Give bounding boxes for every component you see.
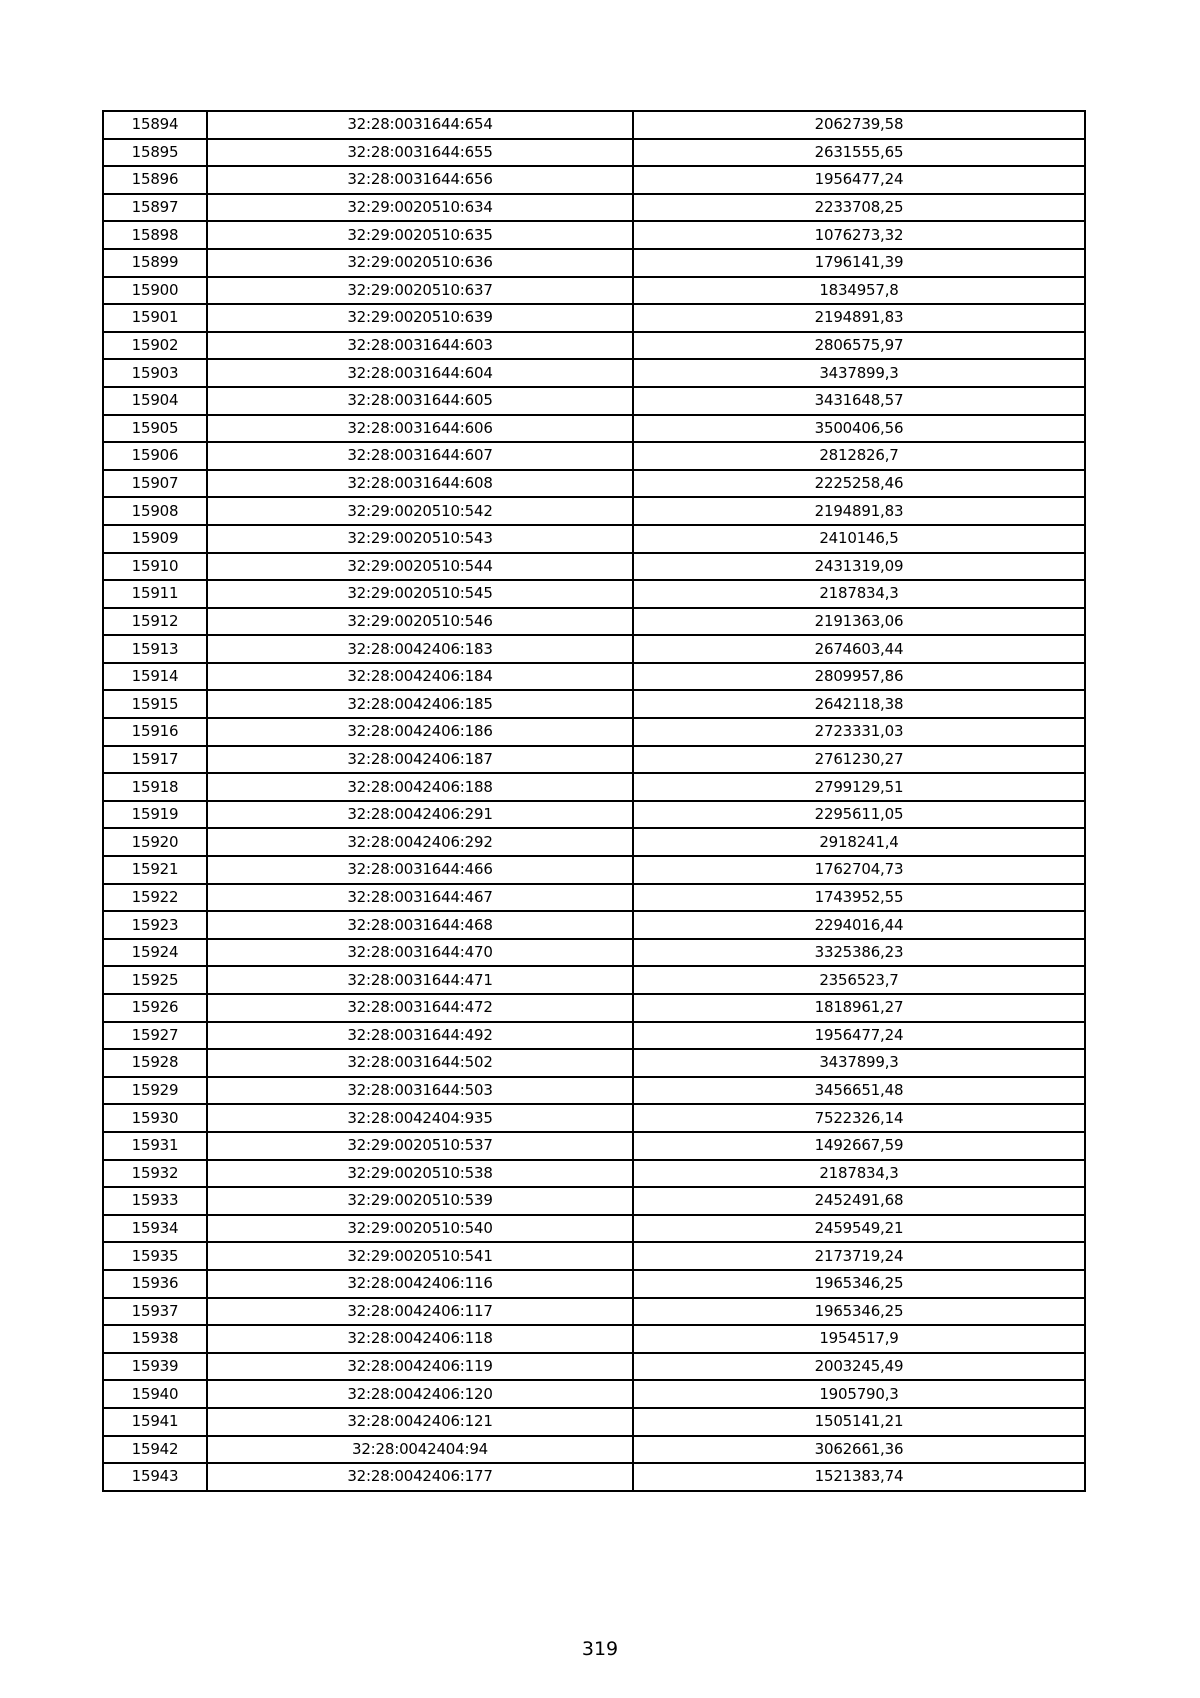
value-cell: 1505141,21	[633, 1408, 1085, 1436]
row-number-cell: 15923	[103, 911, 207, 939]
row-number-cell: 15902	[103, 332, 207, 360]
cadastral-number-cell: 32:28:0031644:608	[207, 470, 633, 498]
table-row	[103, 387, 1085, 415]
row-number-cell: 15918	[103, 773, 207, 801]
value-cell: 1954517,9	[633, 1325, 1085, 1353]
row-number-cell: 15913	[103, 635, 207, 663]
row-number-cell: 15935	[103, 1242, 207, 1270]
value-cell: 3431648,57	[633, 387, 1085, 415]
value-cell: 2356523,7	[633, 966, 1085, 994]
row-number-cell: 15938	[103, 1325, 207, 1353]
row-number-cell: 15941	[103, 1408, 207, 1436]
cadastral-number-cell: 32:28:0042406:119	[207, 1353, 633, 1381]
cadastral-number-cell: 32:28:0042406:116	[207, 1270, 633, 1298]
table-row	[103, 663, 1085, 691]
cadastral-number-cell: 32:28:0031644:468	[207, 911, 633, 939]
value-cell: 2003245,49	[633, 1353, 1085, 1381]
cadastral-number-cell: 32:28:0042406:121	[207, 1408, 633, 1436]
cadastral-number-cell: 32:28:0031644:605	[207, 387, 633, 415]
table-row	[103, 1077, 1085, 1105]
value-cell: 2062739,58	[633, 111, 1085, 139]
value-cell: 2918241,4	[633, 828, 1085, 856]
value-cell: 2452491,68	[633, 1187, 1085, 1215]
cadastral-number-cell: 32:29:0020510:543	[207, 525, 633, 553]
cadastral-number-cell: 32:29:0020510:538	[207, 1160, 633, 1188]
value-cell: 2723331,03	[633, 718, 1085, 746]
table-row	[103, 166, 1085, 194]
table-row	[103, 635, 1085, 663]
table-row	[103, 1215, 1085, 1243]
value-cell: 1956477,24	[633, 166, 1085, 194]
value-cell: 3325386,23	[633, 939, 1085, 967]
table-row	[103, 994, 1085, 1022]
row-number-cell: 15909	[103, 525, 207, 553]
cadastral-number-cell: 32:28:0031644:492	[207, 1022, 633, 1050]
table-body	[103, 111, 1085, 1491]
table-row	[103, 277, 1085, 305]
row-number-cell: 15916	[103, 718, 207, 746]
row-number-cell: 15904	[103, 387, 207, 415]
cadastral-number-cell: 32:28:0042406:187	[207, 746, 633, 774]
cadastral-number-cell: 32:28:0031644:470	[207, 939, 633, 967]
value-cell: 1521383,74	[633, 1463, 1085, 1491]
row-number-cell: 15908	[103, 497, 207, 525]
row-number-cell: 15943	[103, 1463, 207, 1491]
value-cell: 1762704,73	[633, 856, 1085, 884]
cadastral-number-cell: 32:28:0031644:656	[207, 166, 633, 194]
cadastral-number-cell: 32:29:0020510:639	[207, 304, 633, 332]
table-row	[103, 1463, 1085, 1491]
row-number-cell: 15914	[103, 663, 207, 691]
cadastral-number-cell: 32:28:0042406:183	[207, 635, 633, 663]
cadastral-number-cell: 32:29:0020510:541	[207, 1242, 633, 1270]
value-cell: 1834957,8	[633, 277, 1085, 305]
table-row	[103, 773, 1085, 801]
table-row	[103, 525, 1085, 553]
table-row	[103, 718, 1085, 746]
cadastral-number-cell: 32:28:0031644:466	[207, 856, 633, 884]
table-row	[103, 194, 1085, 222]
table-row	[103, 1242, 1085, 1270]
table-row	[103, 801, 1085, 829]
value-cell: 2194891,83	[633, 304, 1085, 332]
row-number-cell: 15894	[103, 111, 207, 139]
row-number-cell: 15896	[103, 166, 207, 194]
cadastral-number-cell: 32:28:0031644:604	[207, 359, 633, 387]
table-row	[103, 1270, 1085, 1298]
table-row	[103, 1049, 1085, 1077]
row-number-cell: 15930	[103, 1104, 207, 1132]
table-row	[103, 884, 1085, 912]
cadastral-number-cell: 32:28:0031644:467	[207, 884, 633, 912]
table-row	[103, 690, 1085, 718]
table-row	[103, 1022, 1085, 1050]
cadastral-number-cell: 32:28:0042406:177	[207, 1463, 633, 1491]
row-number-cell: 15901	[103, 304, 207, 332]
value-cell: 2410146,5	[633, 525, 1085, 553]
data-table	[102, 110, 1086, 1492]
value-cell: 1492667,59	[633, 1132, 1085, 1160]
value-cell: 1076273,32	[633, 221, 1085, 249]
cadastral-number-cell: 32:28:0031644:471	[207, 966, 633, 994]
value-cell: 3437899,3	[633, 1049, 1085, 1077]
cadastral-number-cell: 32:29:0020510:546	[207, 608, 633, 636]
table-row	[103, 1160, 1085, 1188]
cadastral-number-cell: 32:29:0020510:637	[207, 277, 633, 305]
row-number-cell: 15899	[103, 249, 207, 277]
value-cell: 1905790,3	[633, 1380, 1085, 1408]
row-number-cell: 15900	[103, 277, 207, 305]
cadastral-number-cell: 32:28:0031644:607	[207, 442, 633, 470]
cadastral-number-cell: 32:28:0031644:655	[207, 139, 633, 167]
cadastral-number-cell: 32:29:0020510:542	[207, 497, 633, 525]
cadastral-number-cell: 32:28:0042404:935	[207, 1104, 633, 1132]
cadastral-number-cell: 32:29:0020510:634	[207, 194, 633, 222]
value-cell: 2187834,3	[633, 580, 1085, 608]
table-row	[103, 1104, 1085, 1132]
cadastral-number-cell: 32:28:0031644:606	[207, 415, 633, 443]
table-row	[103, 470, 1085, 498]
table-row	[103, 1353, 1085, 1381]
table-row	[103, 1436, 1085, 1464]
row-number-cell: 15919	[103, 801, 207, 829]
cadastral-number-cell: 32:28:0042406:118	[207, 1325, 633, 1353]
cadastral-number-cell: 32:29:0020510:537	[207, 1132, 633, 1160]
value-cell: 2631555,65	[633, 139, 1085, 167]
row-number-cell: 15926	[103, 994, 207, 1022]
row-number-cell: 15932	[103, 1160, 207, 1188]
row-number-cell: 15936	[103, 1270, 207, 1298]
row-number-cell: 15897	[103, 194, 207, 222]
value-cell: 2799129,51	[633, 773, 1085, 801]
value-cell: 2225258,46	[633, 470, 1085, 498]
value-cell: 3437899,3	[633, 359, 1085, 387]
table-row	[103, 221, 1085, 249]
cadastral-number-cell: 32:29:0020510:636	[207, 249, 633, 277]
cadastral-number-cell: 32:29:0020510:545	[207, 580, 633, 608]
value-cell: 2674603,44	[633, 635, 1085, 663]
value-cell: 2431319,09	[633, 553, 1085, 581]
table-row	[103, 939, 1085, 967]
cadastral-number-cell: 32:29:0020510:635	[207, 221, 633, 249]
cadastral-number-cell: 32:28:0042406:291	[207, 801, 633, 829]
page-number: 319	[581, 1638, 619, 1660]
value-cell: 2194891,83	[633, 497, 1085, 525]
value-cell: 2191363,06	[633, 608, 1085, 636]
cadastral-number-cell: 32:28:0031644:472	[207, 994, 633, 1022]
table-row	[103, 1408, 1085, 1436]
cadastral-number-cell: 32:28:0031644:503	[207, 1077, 633, 1105]
cadastral-number-cell: 32:28:0042406:188	[207, 773, 633, 801]
value-cell: 2233708,25	[633, 194, 1085, 222]
table-row	[103, 608, 1085, 636]
cadastral-number-cell: 32:28:0042406:120	[207, 1380, 633, 1408]
row-number-cell: 15898	[103, 221, 207, 249]
value-cell: 2295611,05	[633, 801, 1085, 829]
cadastral-number-cell: 32:28:0042406:185	[207, 690, 633, 718]
value-cell: 2809957,86	[633, 663, 1085, 691]
value-cell: 1796141,39	[633, 249, 1085, 277]
value-cell: 1965346,25	[633, 1298, 1085, 1326]
value-cell: 3062661,36	[633, 1436, 1085, 1464]
row-number-cell: 15920	[103, 828, 207, 856]
table-row	[103, 856, 1085, 884]
row-number-cell: 15931	[103, 1132, 207, 1160]
cadastral-number-cell: 32:29:0020510:544	[207, 553, 633, 581]
row-number-cell: 15906	[103, 442, 207, 470]
table-row	[103, 828, 1085, 856]
cadastral-number-cell: 32:28:0042406:186	[207, 718, 633, 746]
value-cell: 2294016,44	[633, 911, 1085, 939]
row-number-cell: 15934	[103, 1215, 207, 1243]
row-number-cell: 15911	[103, 580, 207, 608]
value-cell: 1956477,24	[633, 1022, 1085, 1050]
row-number-cell: 15903	[103, 359, 207, 387]
cadastral-number-cell: 32:28:0042406:184	[207, 663, 633, 691]
cadastral-number-cell: 32:28:0042406:292	[207, 828, 633, 856]
table-row	[103, 1380, 1085, 1408]
table-row	[103, 746, 1085, 774]
row-number-cell: 15924	[103, 939, 207, 967]
row-number-cell: 15940	[103, 1380, 207, 1408]
value-cell: 2812826,7	[633, 442, 1085, 470]
table-row	[103, 249, 1085, 277]
row-number-cell: 15912	[103, 608, 207, 636]
row-number-cell: 15942	[103, 1436, 207, 1464]
table-row	[103, 139, 1085, 167]
table-row	[103, 332, 1085, 360]
row-number-cell: 15907	[103, 470, 207, 498]
table-row	[103, 1132, 1085, 1160]
table-row	[103, 1187, 1085, 1215]
row-number-cell: 15915	[103, 690, 207, 718]
value-cell: 2187834,3	[633, 1160, 1085, 1188]
table-row	[103, 580, 1085, 608]
row-number-cell: 15895	[103, 139, 207, 167]
cadastral-number-cell: 32:28:0042404:94	[207, 1436, 633, 1464]
value-cell: 3456651,48	[633, 1077, 1085, 1105]
cadastral-number-cell: 32:28:0042406:117	[207, 1298, 633, 1326]
table-row	[103, 442, 1085, 470]
value-cell: 1818961,27	[633, 994, 1085, 1022]
cadastral-number-cell: 32:28:0031644:654	[207, 111, 633, 139]
row-number-cell: 15939	[103, 1353, 207, 1381]
row-number-cell: 15937	[103, 1298, 207, 1326]
table-row	[103, 359, 1085, 387]
row-number-cell: 15910	[103, 553, 207, 581]
row-number-cell: 15929	[103, 1077, 207, 1105]
value-cell: 1743952,55	[633, 884, 1085, 912]
value-cell: 7522326,14	[633, 1104, 1085, 1132]
row-number-cell: 15933	[103, 1187, 207, 1215]
table-row	[103, 415, 1085, 443]
value-cell: 2459549,21	[633, 1215, 1085, 1243]
table-row	[103, 1325, 1085, 1353]
cadastral-number-cell: 32:29:0020510:539	[207, 1187, 633, 1215]
row-number-cell: 15905	[103, 415, 207, 443]
table-row	[103, 304, 1085, 332]
value-cell: 2642118,38	[633, 690, 1085, 718]
table-row	[103, 966, 1085, 994]
table-row	[103, 553, 1085, 581]
value-cell: 2806575,97	[633, 332, 1085, 360]
row-number-cell: 15922	[103, 884, 207, 912]
table-row	[103, 497, 1085, 525]
table-row	[103, 1298, 1085, 1326]
row-number-cell: 15917	[103, 746, 207, 774]
cadastral-number-cell: 32:28:0031644:603	[207, 332, 633, 360]
table-row	[103, 111, 1085, 139]
row-number-cell: 15921	[103, 856, 207, 884]
cadastral-number-cell: 32:29:0020510:540	[207, 1215, 633, 1243]
row-number-cell: 15925	[103, 966, 207, 994]
table-row	[103, 911, 1085, 939]
value-cell: 2173719,24	[633, 1242, 1085, 1270]
value-cell: 3500406,56	[633, 415, 1085, 443]
cadastral-number-cell: 32:28:0031644:502	[207, 1049, 633, 1077]
row-number-cell: 15927	[103, 1022, 207, 1050]
value-cell: 1965346,25	[633, 1270, 1085, 1298]
row-number-cell: 15928	[103, 1049, 207, 1077]
value-cell: 2761230,27	[633, 746, 1085, 774]
